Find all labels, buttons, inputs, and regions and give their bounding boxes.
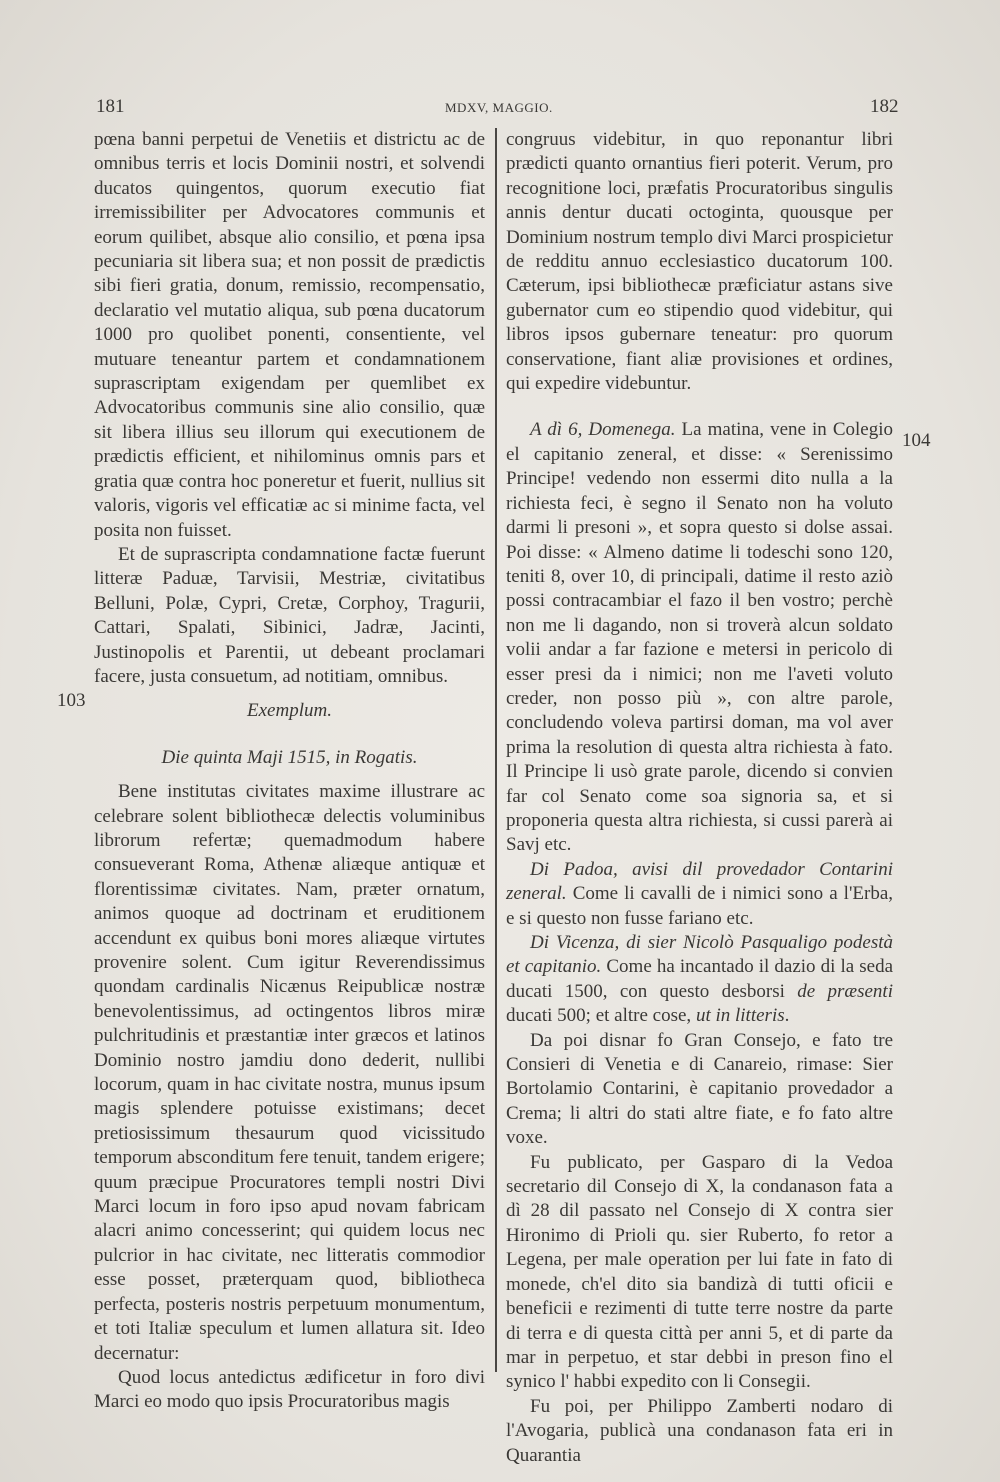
right-paragraph-6: Fu publicato, per Gasparo di la Vedoa secretario dil Consejo di X, la condanason fata a dì 28 dil passato nel Consejo di X contra sier Hironimo di Prioli qu. sier Ruberto, fo retor a Legena, per male operation per lui fate in fato di monede, ch'el dito sia bandizà di tutti oficii e beneficii e rezimenti di tutte terre nostre da parte di terra e di questa città per anni 5, et di parte da mar in perpetuo, et star debbi in preson fino el synico l' habbi expedito con li Consegii. [506,1151,893,1393]
right-paragraph-3: Di Padoa, avisi dil provedador Contarini zeneral. Come li cavalli de i nimici sono a l'Erba, e si questo non fusse fariano etc. [506,858,893,929]
left-paragraph-2: Et de suprascripta condamnatione factæ fuerunt litteræ Paduæ, Tarvisii, Mestriæ, civitatibus Belluni, Polæ, Cypri, Cretæ, Corphoy, Tragurii, Cattari, Spalati, Sibinici, Jadræ, Jacinti, Justinopolis et Parentii, ut debeant proclamari facere, justa consuetum, ad notitiam, omnibus. [94,543,485,687]
margin-number-103: 103 [57,690,86,711]
right-paragraph-7: Fu poi, per Philippo Zamberti nodaro di l'Avogaria, publicà una condanason fata eri in Quarantia [506,1395,893,1466]
right-paragraph-2: A dì 6, Domenega. La matina, vene in Colegio el capitanio zeneral, et disse: « Serenissimo Principe! vedendo non essermi dito nulla a la richiesta feci, è segno il Senato non ha voluto darmi li presoni », et sopra questo si dolse assai. Poi disse: « Almeno datime li todeschi sono 120, teniti 8, over 10, di principali, datime il resto aziò possi contracambiar el fazo il ben vostro; perchè non me li dagando, non si troverà alcun soldato volii andar a far fazione e metersi in pericolo di esser presi da i nimici; non me l'aveti voluto creder, non posso più », con altre parole, concludendo voleva partirsi doman, ma vol aver prima la resolution di questa altra richiesta à fato. Il Principe li usò grate parole, dicendo si convien far col Senato come soa signoria sa, et si proponeria questa altra richiesta, si cussi parerà ai Savj etc. [506,419,893,856]
page-header [0,96,1000,122]
left-paragraph-4: Quod locus antedictus ædificetur in foro divi Marci eo modo quo ipsis Procuratoribus magis [94,1366,485,1413]
margin-number-104: 104 [902,430,931,451]
running-title: MDXV, MAGGIO. [445,100,553,115]
right-paragraph-1: congruus videbitur, in quo reponantur libri prædicti quanto ornantius fieri poterit. Verum, pro recognitione loci, præfatis Procuratoribus singulis annis dentur ducati octoginta, quousque per Dominium nostrum templo divi Marci prospicietur de redditu annuo ecclesiastico ducatorum 100. Cæterum, ipsi bibliothecæ præficiatur astans sive gubernator cum eo stipendio quod videbitur, qui libros ipsos gubernare teneatur: pro quorum conservatione, fiant aliæ provisiones et ordines, qui expedire videbuntur. [506,129,893,395]
left-paragraph-1: pœna banni perpetui de Venetiis et districtu ac de omnibus terris et locis Dominii nostri, et solvendi ducatos quingentos, quorum executio fiat irremissibiliter per Advocatores communis et eorum quilibet, absque alio consilio, et pœna ipsa pecuniaria sit libera sua; et non possit de prædictis sibi fieri gratia, donum, remissio, recompensatio, declaratio vel mutatio aliqua, sub pœna ducatorum 1000 pro quolibet ponenti, consentiente, vel mutuare teneantur partem et condamnationem suprascriptam exigendam per quemlibet ex Advocatoribus communis sine alio consilio, quæ sit libera illius seu illorum qui executionem de prædictis efficient, et nihilominus omnis pars et gratia quæ contra hoc poneretur et fuerit, nullius sit valoris, vigoris vel efficatiæ ac si minime facta, vel posita non fuisset. [94,129,485,541]
heading-exemplum: Exemplum. [247,700,332,722]
left-column [94,128,485,1415]
right-paragraph-5: Da poi disnar fo Gran Consejo, e fato tre Consieri di Venetia e di Canareio, rimase: Sier Bortolamio Contarini, è capitanio provedador a Crema; li altri do stati altre fiate, e fo fato altre voxe. [506,1029,893,1149]
entry-vicenza-lead: Di Vicenza, di sier Nicolò Pasqualigo podestà et capitanio. [506,932,893,978]
column-divider [495,128,497,1372]
left-paragraph-3: Bene institutas civitates maxime illustrare ac celebrare solent bibliothecæ delectis voluminibus librorum refertæ; quemadmodum habere consueverant Roma, Athenæ aliæque antiquæ et florentissimæ civitates. Nam, præter ornatum, animos quoque ad doctrinam et eruditionem accendunt ex quibus boni mores aliæque virtutes provenire solent. Cum igitur Reverendissimus quondam cardinalis Nicænus Reipublicæ nostræ benevolentissimus, ad octingentos libros miræ pulchritudinis et præstantiæ inter græcos et latinos Dominio nostro jamdiu dono dederit, nullibi locorum, quam in hac civitate nostra, munus ipsum magis splendere potuisse existimans; decet pretiosissimum thesaurum quod vicissitudo temporum absconditum fere tenuit, tandem erigere; quum præcipue Procuratores templi nostri Divi Marci locum in foro ipso apud novam fabricam alacri animo concesserint; qui quidem locus nec pulcrior in hac civitate, nec litteratis commodior esse posset, præterquam quod, bibliotheca perfecta, posteris nostris perpetuum monumentum, et toti Italiæ speculum et lumen allatura sit. Ideo decernatur: [94,781,485,1364]
page-number-left: 181 [96,96,125,117]
heading-date: Die quinta Maji 1515, in Rogatis. [161,746,418,768]
page-number-right: 182 [870,96,899,117]
entry-date-lead: A dì 6, Domenega. [530,419,676,441]
entry-padoa-lead: Di Padoa, avisi dil provedador Contarini zeneral. [506,858,893,905]
right-column [506,128,893,1468]
right-paragraph-4: Di Vicenza, di sier Nicolò Pasqualigo podestà et capitanio. Come ha incantado il dazio di la seda ducati 1500, con questo desborsi de præsenti ducati 500; et altre cose, ut in litteris. [506,932,893,1027]
